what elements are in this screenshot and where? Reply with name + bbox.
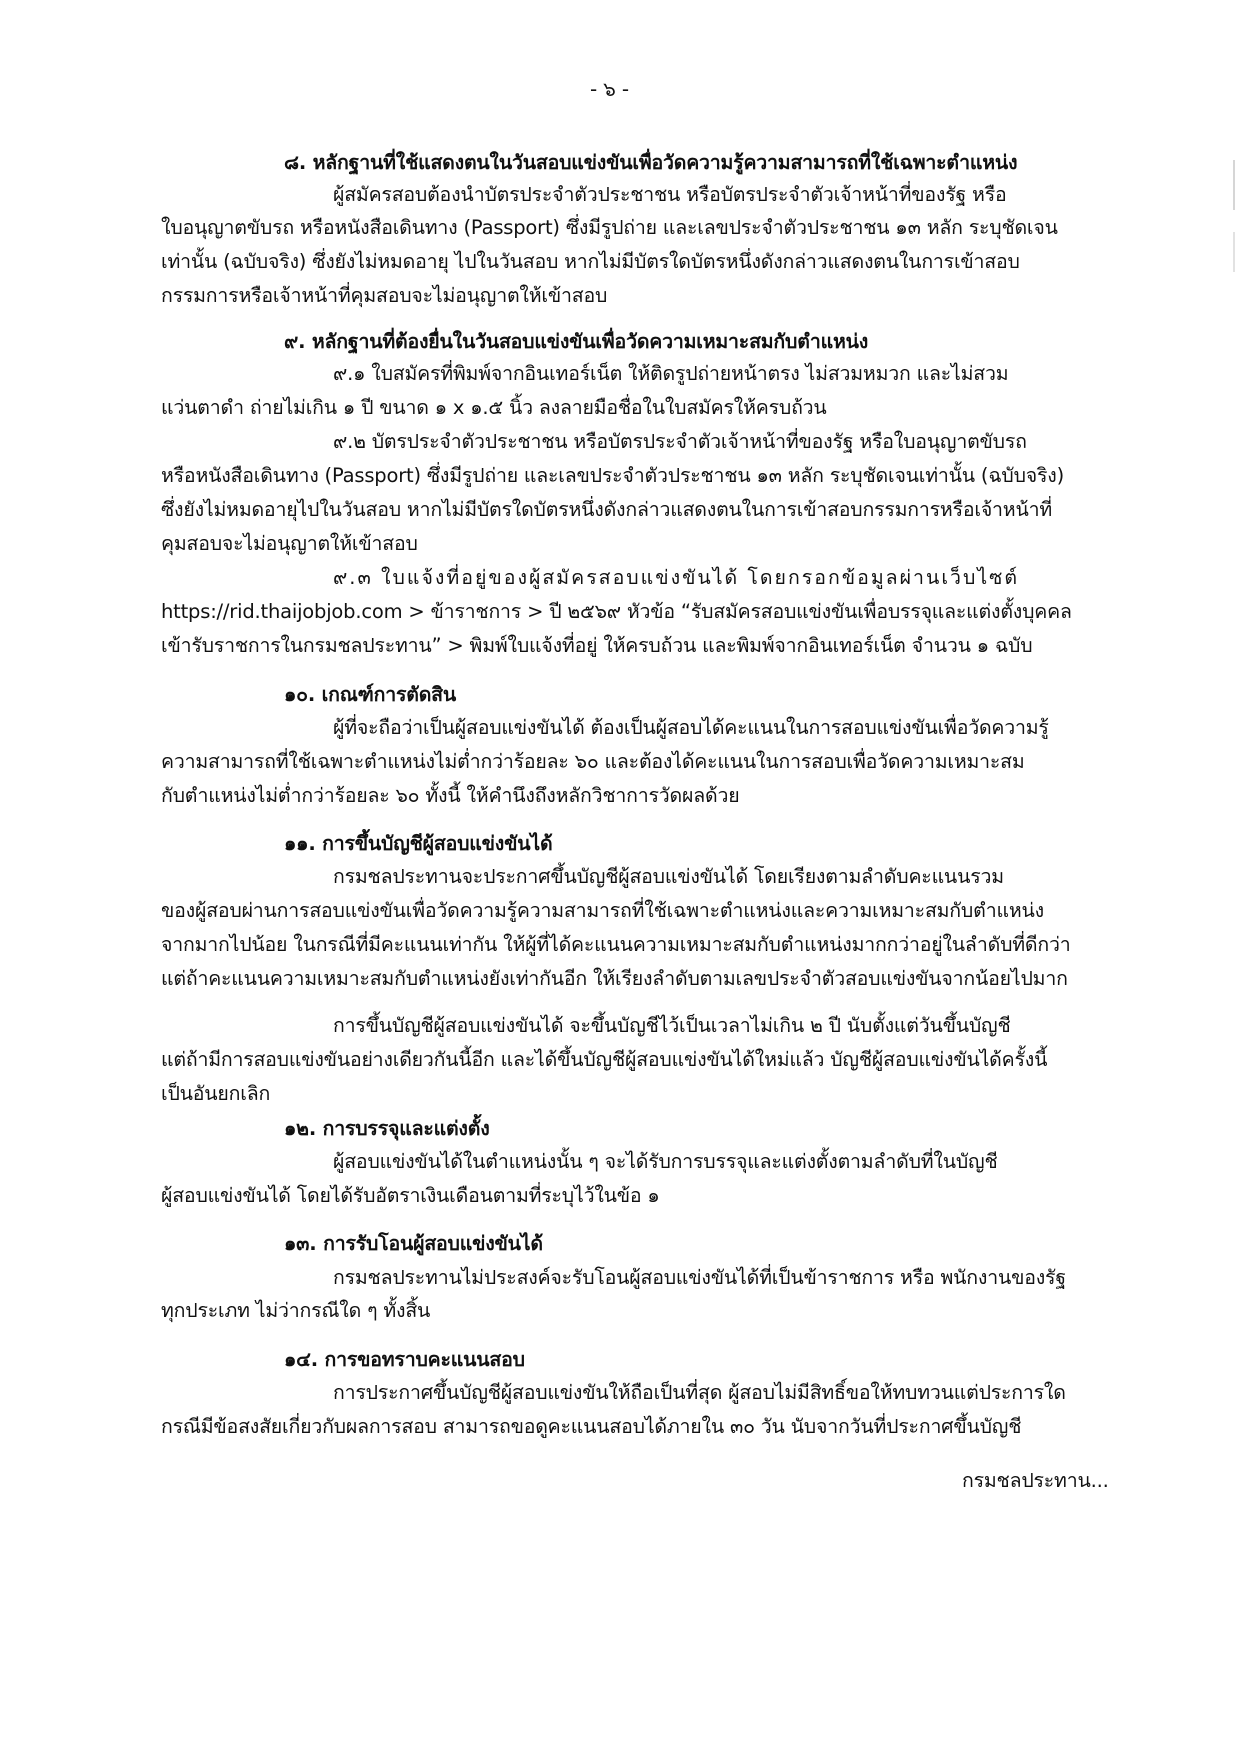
section-11-line: จากมากไปน้อย ในกรณีที่มีคะแนนเท่ากัน ให้ผู้ที่ได้คะแนนความเหมาะสมกับตำแหน่งมากกว่าอยู่ในลำดับที่ดีกว่า [161, 933, 1071, 956]
section-12-line: ผู้สอบแข่งขันได้ โดยได้รับอัตราเงินเดือนตามที่ระบุไว้ในข้อ ๑ [161, 1184, 660, 1207]
section-8-line: ผู้สมัครสอบต้องนำบัตรประจำตัวประชาชน หรือบัตรประจำตัวเจ้าหน้าที่ของรัฐ หรือ [333, 183, 1007, 206]
section-11-line: กรมชลประทานจะประกาศขึ้นบัญชีผู้สอบแข่งขันได้ โดยเรียงตามลำดับคะแนนรวม [333, 865, 1004, 888]
section-8-line: ใบอนุญาตขับรถ หรือหนังสือเดินทาง (Passport) ซึ่งมีรูปถ่าย และเลขประจำตัวประชาชน ๑๓ หลัก ระบุชัดเจน [161, 216, 1058, 239]
continuation-text: กรมชลประทาน... [962, 1469, 1109, 1492]
page-number: - ๖ - [590, 77, 629, 101]
section-8-heading: ๘. หลักฐานที่ใช้แสดงตนในวันสอบแข่งขันเพื่อวัดความรู้ความสามารถที่ใช้เฉพาะตำแหน่ง [284, 151, 1018, 174]
section-11-line: เป็นอันยกเลิก [161, 1082, 271, 1105]
section-11-heading: ๑๑. การขึ้นบัญชีผู้สอบแข่งขันได้ [284, 832, 553, 855]
section-11-line: ของผู้สอบผ่านการสอบแข่งขันเพื่อวัดความรู้ความสามารถที่ใช้เฉพาะตำแหน่งและความเหมาะสมกับตำแหน่ง [161, 899, 1044, 922]
section-8-line: เท่านั้น (ฉบับจริง) ซึ่งยังไม่หมดอายุ ไปในวันสอบ หากไม่มีบัตรใดบัตรหนึ่งดังกล่าวแสดงตนในการเข้าสอบ [161, 250, 1020, 273]
section-9-line: https://rid.thaijobjob.com > ข้าราชการ > ปี ๒๕๖๙ หัวข้อ “รับสมัครสอบแข่งขันเพื่อบรรจุและแต่งตั้งบุคคล [161, 600, 1072, 623]
scan-edge-mark [1233, 160, 1235, 210]
section-11-line: การขึ้นบัญชีผู้สอบแข่งขันได้ จะขึ้นบัญชีไว้เป็นเวลาไม่เกิน ๒ ปี นับตั้งแต่วันขึ้นบัญชี [333, 1014, 1011, 1037]
scan-edge-mark [1233, 232, 1235, 272]
section-10-line: กับตำแหน่งไม่ต่ำกว่าร้อยละ ๖๐ ทั้งนี้ ให้คำนึงถึงหลักวิชาการวัดผลด้วย [161, 784, 740, 807]
section-11-line: แต่ถ้าคะแนนความเหมาะสมกับตำแหน่งยังเท่ากันอีก ให้เรียงลำดับตามเลขประจำตัวสอบแข่งขันจากน้อยไปมาก [161, 967, 1068, 990]
section-9-line: ๙.๑ ใบสมัครที่พิมพ์จากอินเทอร์เน็ต ให้ติดรูปถ่ายหน้าตรง ไม่สวมหมวก และไม่สวม [333, 362, 1009, 385]
section-10-heading: ๑๐. เกณฑ์การตัดสิน [284, 683, 457, 706]
section-11-line: แต่ถ้ามีการสอบแข่งขันอย่างเดียวกันนี้อีก และได้ขึ้นบัญชีผู้สอบแข่งขันได้ใหม่แล้ว บัญชีผู้สอบแข่งขันได้ครั้งนี้ [161, 1048, 1048, 1071]
section-8-line: กรรมการหรือเจ้าหน้าที่คุมสอบจะไม่อนุญาตให้เข้าสอบ [161, 284, 608, 307]
section-9-line: ๙.๓ ใบแจ้งที่อยู่ของผู้สมัครสอบแข่งขันได้ โดยกรอกข้อมูลผ่านเว็บไซต์ [333, 566, 1020, 589]
section-9-line: คุมสอบจะไม่อนุญาตให้เข้าสอบ [161, 532, 418, 555]
section-14-line: กรณีมีข้อสงสัยเกี่ยวกับผลการสอบ สามารถขอดูคะแนนสอบได้ภายใน ๓๐ วัน นับจากวันที่ประกาศขึ้นบัญชี [161, 1415, 1022, 1438]
section-9-line: หรือหนังสือเดินทาง (Passport) ซึ่งมีรูปถ่าย และเลขประจำตัวประชาชน ๑๓ หลัก ระบุชัดเจนเท่านั้น (ฉบับจริง) [161, 464, 1065, 487]
section-9-line: ซึ่งยังไม่หมดอายุไปในวันสอบ หากไม่มีบัตรใดบัตรหนึ่งดังกล่าวแสดงตนในการเข้าสอบกรรมการหรือเจ้าหน้าที่ [161, 498, 1052, 521]
section-9-line: ๙.๒ บัตรประจำตัวประชาชน หรือบัตรประจำตัวเจ้าหน้าที่ของรัฐ หรือใบอนุญาตขับรถ [333, 430, 1027, 453]
section-12-heading: ๑๒. การบรรจุและแต่งตั้ง [284, 1117, 490, 1140]
section-12-line: ผู้สอบแข่งขันได้ในตำแหน่งนั้น ๆ จะได้รับการบรรจุและแต่งตั้งตามลำดับที่ในบัญชี [333, 1150, 998, 1173]
section-13-line: ทุกประเภท ไม่ว่ากรณีใด ๆ ทั้งสิ้น [161, 1299, 431, 1322]
section-9-line: แว่นตาดำ ถ่ายไม่เกิน ๑ ปี ขนาด ๑ x ๑.๕ นิ้ว ลงลายมือชื่อในใบสมัครให้ครบถ้วน [161, 396, 827, 419]
section-9-heading: ๙. หลักฐานที่ต้องยื่นในวันสอบแข่งขันเพื่อวัดความเหมาะสมกับตำแหน่ง [284, 330, 869, 353]
section-14-line: การประกาศขึ้นบัญชีผู้สอบแข่งขันให้ถือเป็นที่สุด ผู้สอบไม่มีสิทธิ์ขอให้ทบทวนแต่ประการใด [333, 1381, 1066, 1404]
section-13-heading: ๑๓. การรับโอนผู้สอบแข่งขันได้ [284, 1232, 543, 1255]
section-13-line: กรมชลประทานไม่ประสงค์จะรับโอนผู้สอบแข่งขันได้ที่เป็นข้าราชการ หรือ พนักงานของรัฐ [333, 1266, 1066, 1289]
section-14-heading: ๑๔. การขอทราบคะแนนสอบ [284, 1348, 525, 1371]
section-10-line: ผู้ที่จะถือว่าเป็นผู้สอบแข่งขันได้ ต้องเป็นผู้สอบได้คะแนนในการสอบแข่งขันเพื่อวัดความรู้ [333, 716, 1049, 739]
section-10-line: ความสามารถที่ใช้เฉพาะตำแหน่งไม่ต่ำกว่าร้อยละ ๖๐ และต้องได้คะแนนในการสอบเพื่อวัดความเหมาะสม [161, 750, 1025, 773]
section-9-line: เข้ารับราชการในกรมชลประทาน” > พิมพ์ใบแจ้งที่อยู่ ให้ครบถ้วน และพิมพ์จากอินเทอร์เน็ต จำนวน ๑ ฉบับ [161, 634, 1033, 657]
